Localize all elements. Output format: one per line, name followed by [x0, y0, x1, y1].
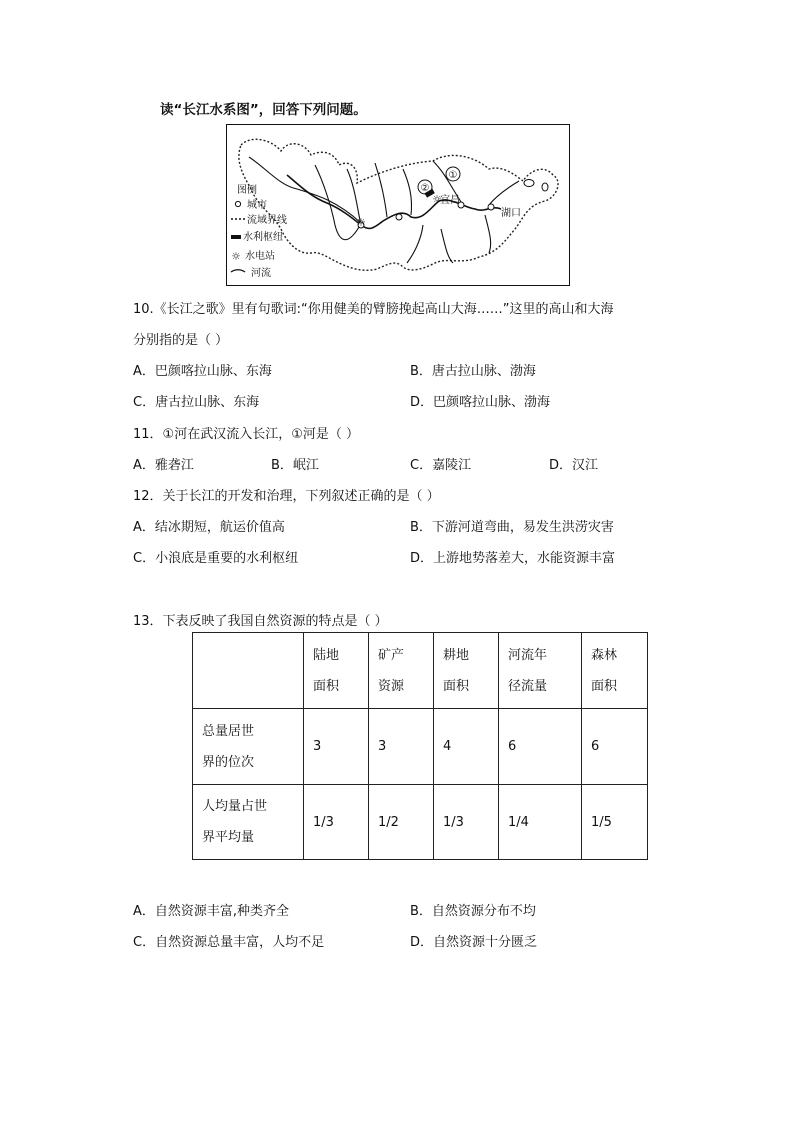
q11-option-d: D．汉江 [549, 458, 599, 473]
basin-boundary [239, 139, 558, 270]
q10-option-d: D．巴颜喀拉山脉、渤海 [410, 395, 551, 410]
q12-stem: 12．关于长江的开发和治理，下列叙述正确的是（ ） [133, 489, 440, 504]
table-row-label: 人均量占世 界平均量 [193, 785, 304, 860]
resource-table [192, 632, 648, 860]
river-tributary [485, 215, 491, 253]
q12-option-a: A．结冰期短，航运价值高 [133, 520, 285, 535]
table-header-row [193, 633, 648, 709]
legend-hub-symbol [231, 235, 241, 239]
river-tributary [441, 229, 453, 263]
legend-title: 图例 [237, 185, 257, 196]
q12-option-b: B．下游河道弯曲，易发生洪涝灾害 [410, 520, 614, 535]
table-cell: 3 [304, 709, 369, 785]
river-tributary [407, 225, 423, 263]
table-cell: 6 [582, 709, 648, 785]
table-cell: 1/5 [582, 785, 648, 860]
q10-stem-line2: 分别指的是（ ） [133, 333, 229, 348]
table-header-cell: 耕地 面积 [434, 633, 499, 709]
table-corner-cell [193, 633, 304, 709]
legend-hydro-icon: ☼ [231, 250, 241, 263]
q13-option-b: B．自然资源分布不均 [410, 904, 536, 919]
legend-city: 城市 [247, 200, 267, 211]
table-header-cell: 河流年 径流量 [499, 633, 582, 709]
q11-stem: 11．①河在武汉流入长江，①河是（ ） [133, 427, 359, 442]
q12-option-c: C．小浪底是重要的水利枢纽 [133, 551, 299, 566]
legend-city-symbol [235, 201, 240, 206]
q13-option-d: D．自然资源十分匮乏 [410, 935, 538, 950]
q10-option-a: A．巴颜喀拉山脉、东海 [133, 364, 272, 379]
city-marker [488, 204, 494, 210]
q11-option-a: A．雅砻江 [133, 458, 194, 473]
q13-stem: 13．下表反映了我国自然资源的特点是（ ） [133, 614, 388, 629]
table-cell: 1/3 [304, 785, 369, 860]
legend-river: 河流 [251, 268, 271, 279]
river-tributary [403, 169, 412, 215]
lake [524, 180, 534, 187]
q12-option-d: D．上游地势落差大，水能资源丰富 [410, 551, 616, 566]
legend-hydro: 水电站 [245, 251, 275, 262]
map-label-1: ① [448, 170, 458, 181]
table-cell: 1/4 [499, 785, 582, 860]
hydro-station-icon: ☼ [432, 193, 442, 206]
table-cell: 4 [434, 709, 499, 785]
yangtze-river-map [226, 124, 570, 286]
table-row [193, 709, 648, 785]
table-cell: 6 [499, 709, 582, 785]
yangtze-main-river [287, 175, 501, 228]
table-header-cell: 森林 面积 [582, 633, 648, 709]
map-label-yichang: 宜昌 [440, 195, 460, 206]
table-cell: 1/3 [434, 785, 499, 860]
q11-option-b: B．岷江 [271, 458, 319, 473]
river-tributary [315, 165, 359, 240]
river-tributary [489, 181, 519, 205]
legend-river-symbol [231, 270, 245, 272]
river-tributary [375, 163, 387, 217]
hydro-station-icon: ☼ [356, 216, 366, 229]
table-cell: 3 [369, 709, 434, 785]
table-row-label: 总量居世 界的位次 [193, 709, 304, 785]
q10-option-b: B．唐古拉山脉、渤海 [410, 364, 536, 379]
table-header-cell: 矿产 资源 [369, 633, 434, 709]
table-header-cell: 陆地 面积 [304, 633, 369, 709]
legend-boundary: 流域界线 [247, 215, 287, 226]
q13-option-a: A．自然资源丰富,种类齐全 [133, 904, 290, 919]
map-label-2: ② [420, 183, 430, 194]
table-cell: 1/2 [369, 785, 434, 860]
q10-option-c: C．唐古拉山脉、东海 [133, 395, 260, 410]
city-marker [396, 214, 402, 220]
q13-option-c: C．自然资源总量丰富，人均不足 [133, 935, 325, 950]
map-label-hukou: 湖口 [501, 208, 521, 219]
lake [542, 183, 548, 191]
legend-hub: 水利枢纽 [243, 232, 283, 243]
q11-option-c: C．嘉陵江 [410, 458, 472, 473]
intro-text: 读“长江水系图”，回答下列问题。 [160, 102, 367, 118]
map-drawing [227, 125, 571, 287]
table-row [193, 785, 648, 860]
q10-stem-line1: 10.《长江之歌》里有句歌词:“你用健美的臂膀挽起高山大海……”这里的高山和大海 [133, 302, 614, 317]
